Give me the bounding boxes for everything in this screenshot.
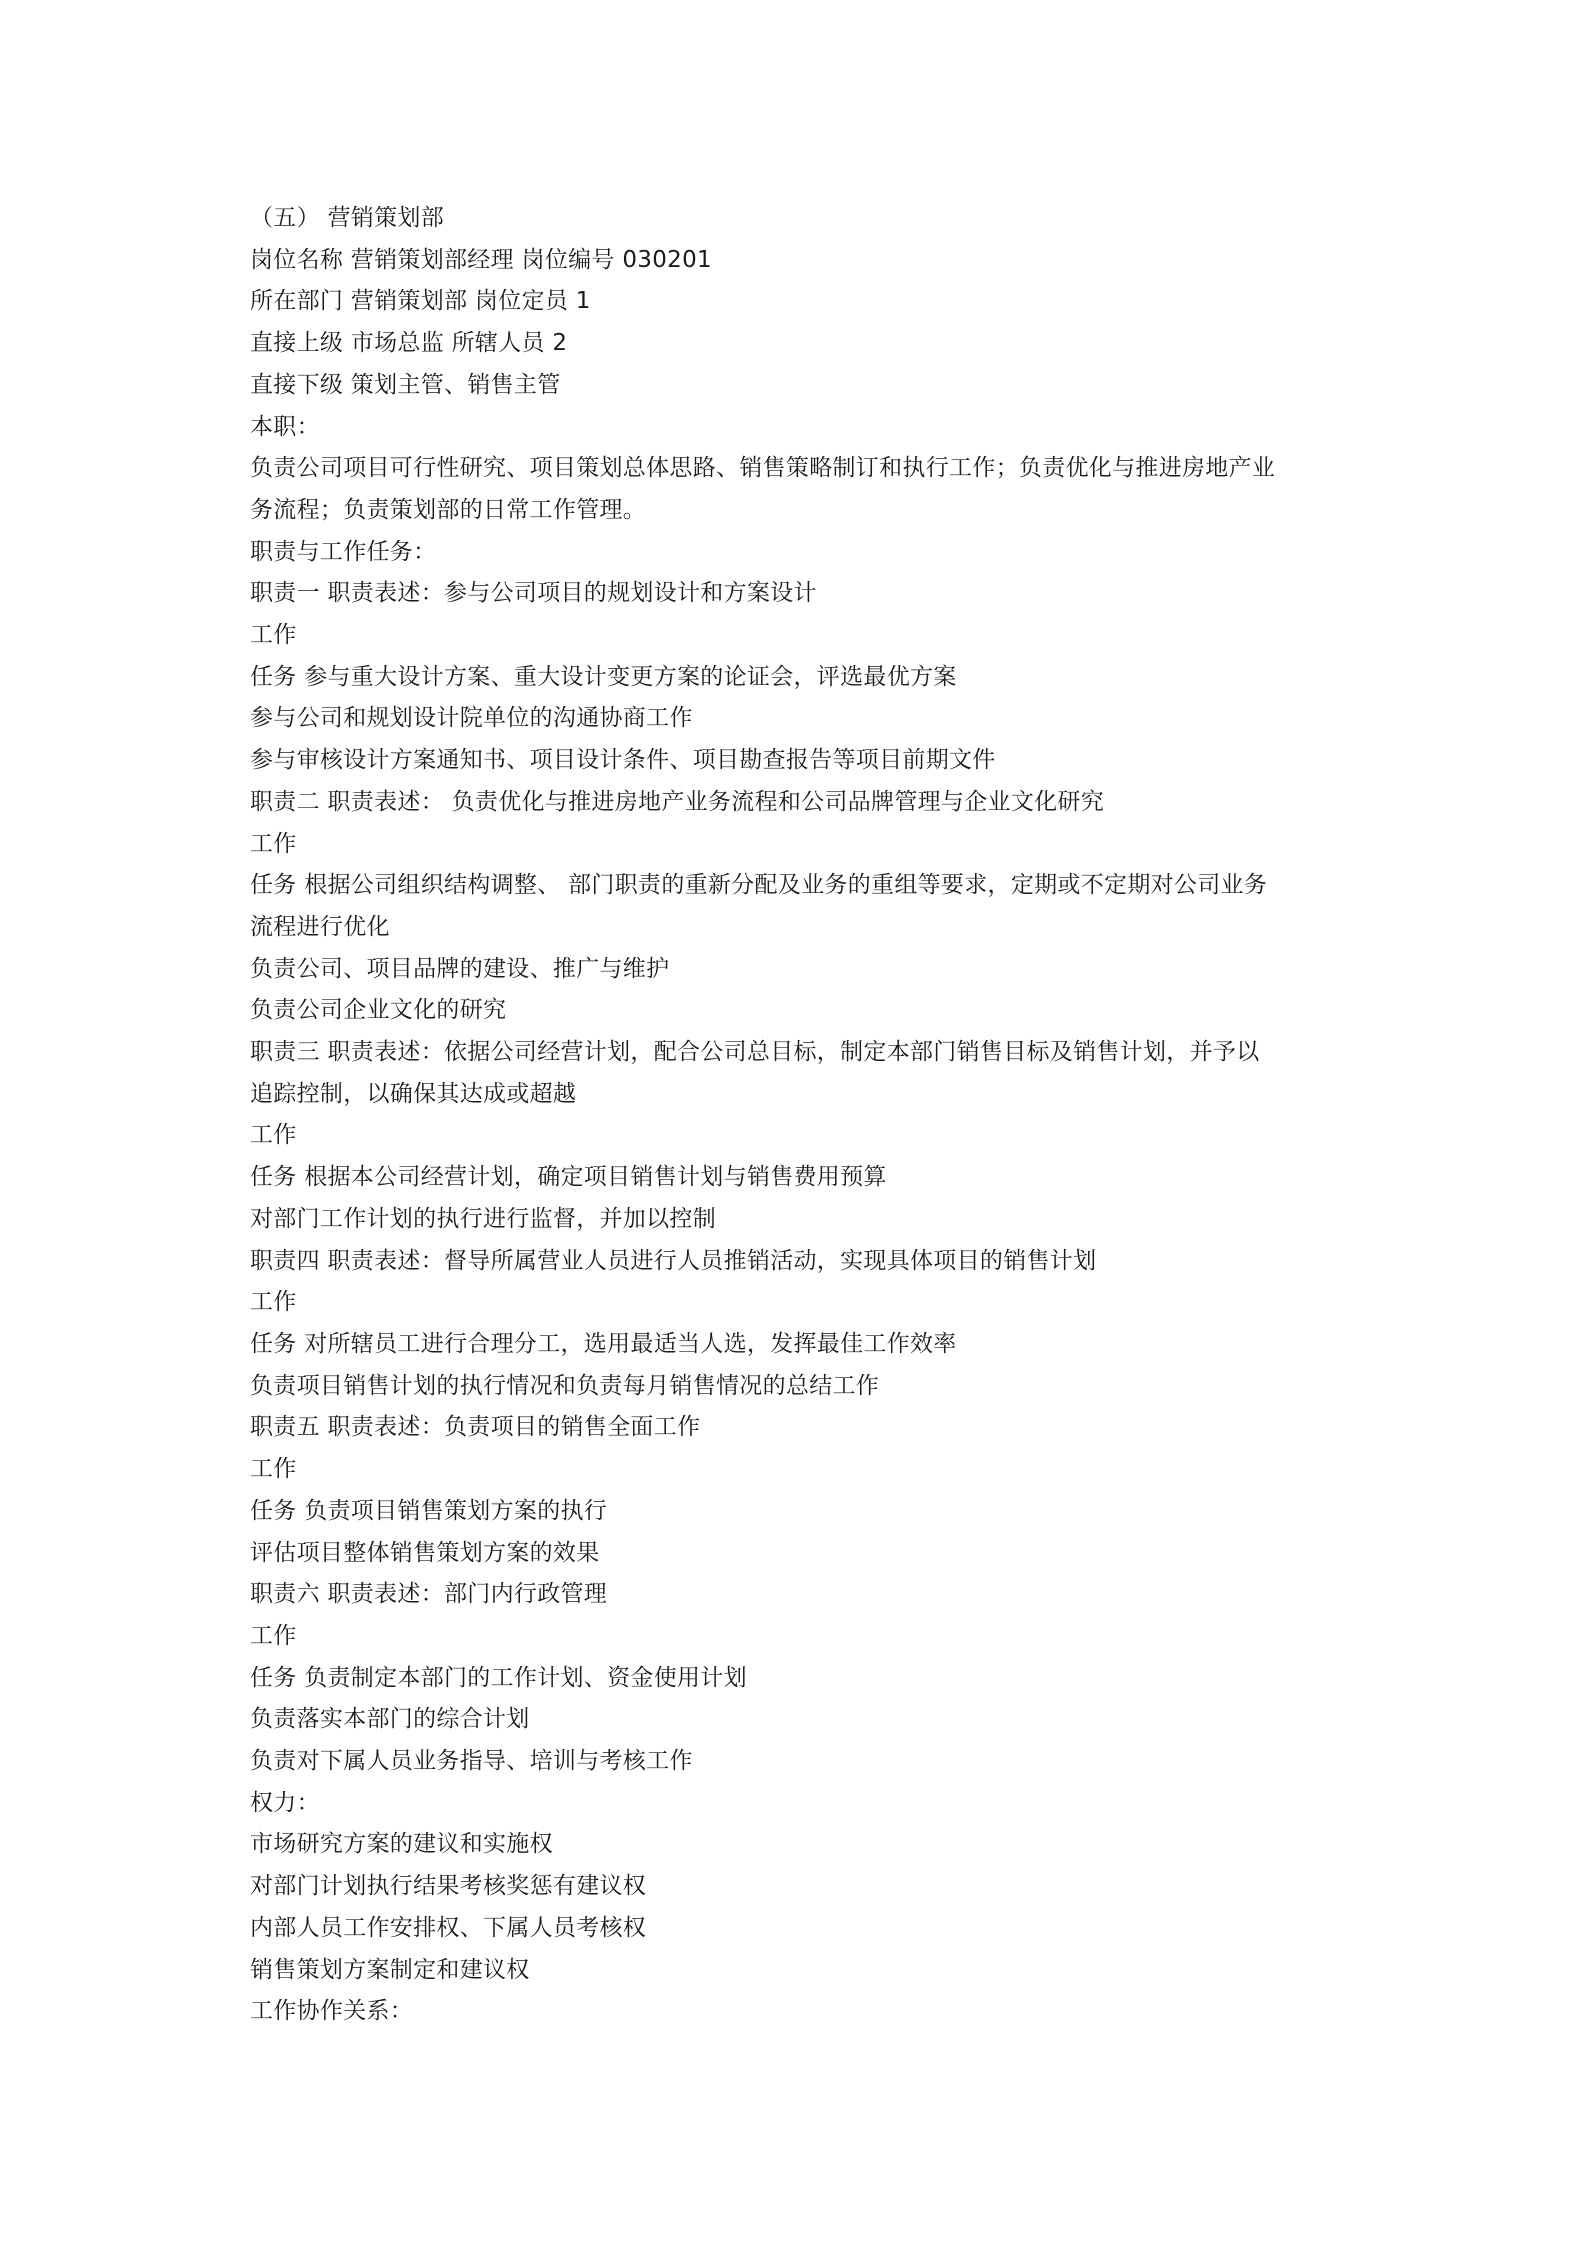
duty-2-task: 负责公司、项目品牌的建设、推广与维护 bbox=[250, 955, 670, 982]
duty-3-heading: 追踪控制，以确保其达成或超越 bbox=[250, 1080, 577, 1107]
document-body bbox=[250, 198, 1360, 2033]
primary-duty-text: 负责公司项目可行性研究、项目策划总体思路、销售策略制订和执行工作；负责优化与推进房地产业 bbox=[250, 455, 1276, 482]
duty-1-task: 参与审核设计方案通知书、项目设计条件、项目勘查报告等项目前期文件 bbox=[250, 747, 996, 774]
primary-duty-heading: 本职： bbox=[250, 413, 320, 440]
work-label: 工作 bbox=[250, 1122, 297, 1149]
duty-2-task: 负责公司企业文化的研究 bbox=[250, 997, 507, 1024]
duty-3-task: 任务 根据本公司经营计划，确定项目销售计划与销售费用预算 bbox=[250, 1164, 887, 1191]
duty-5-task: 任务 负责项目销售策划方案的执行 bbox=[250, 1497, 608, 1524]
duty-4-heading: 职责四 职责表述：督导所属营业人员进行人员推销活动，实现具体项目的销售计划 bbox=[250, 1247, 1097, 1274]
primary-duty-text: 务流程；负责策划部的日常工作管理。 bbox=[250, 496, 647, 523]
duty-5-heading: 职责五 职责表述：负责项目的销售全面工作 bbox=[250, 1414, 701, 1441]
duty-1-heading: 职责一 职责表述：参与公司项目的规划设计和方案设计 bbox=[250, 580, 817, 607]
duty-4-task: 负责项目销售计划的执行情况和负责每月销售情况的总结工作 bbox=[250, 1372, 880, 1399]
authority-item: 对部门计划执行结果考核奖惩有建议权 bbox=[250, 1873, 647, 1900]
collaboration-heading: 工作协作关系： bbox=[250, 1998, 414, 2025]
work-label: 工作 bbox=[250, 1289, 297, 1316]
duty-1-task: 任务 参与重大设计方案、重大设计变更方案的论证会，评选最优方案 bbox=[250, 663, 957, 690]
duty-5-task: 评估项目整体销售策划方案的效果 bbox=[250, 1539, 600, 1566]
position-name-row: 岗位名称 营销策划部经理 岗位编号 030201 bbox=[250, 246, 712, 273]
duty-6-task: 负责对下属人员业务指导、培训与考核工作 bbox=[250, 1748, 693, 1775]
duty-3-heading: 职责三 职责表述：依据公司经营计划，配合公司总目标，制定本部门销售目标及销售计划，并予以 bbox=[250, 1039, 1260, 1066]
authority-heading: 权力： bbox=[250, 1789, 320, 1816]
work-label: 工作 bbox=[250, 830, 297, 857]
duty-6-task: 任务 负责制定本部门的工作计划、资金使用计划 bbox=[250, 1664, 747, 1691]
duty-6-heading: 职责六 职责表述：部门内行政管理 bbox=[250, 1581, 608, 1608]
section-heading: （五） 营销策划部 bbox=[250, 205, 445, 231]
duty-6-task: 负责落实本部门的综合计划 bbox=[250, 1706, 530, 1733]
duty-2-task: 流程进行优化 bbox=[250, 913, 390, 940]
duty-3-task: 对部门工作计划的执行进行监督，并加以控制 bbox=[250, 1205, 716, 1232]
work-label: 工作 bbox=[250, 1456, 297, 1483]
work-label: 工作 bbox=[250, 622, 297, 649]
duty-4-task: 任务 对所辖员工进行合理分工，选用最适当人选，发挥最佳工作效率 bbox=[250, 1330, 957, 1357]
work-label: 工作 bbox=[250, 1622, 297, 1649]
direct-superior-row: 直接上级 市场总监 所辖人员 2 bbox=[250, 330, 568, 357]
duty-2-task: 任务 根据公司组织结构调整、 部门职责的重新分配及业务的重组等要求，定期或不定期对公司业务 bbox=[250, 872, 1268, 899]
authority-item: 内部人员工作安排权、下属人员考核权 bbox=[250, 1914, 647, 1941]
authority-item: 市场研究方案的建议和实施权 bbox=[250, 1831, 553, 1858]
duties-heading: 职责与工作任务： bbox=[250, 538, 437, 565]
authority-item: 销售策划方案制定和建议权 bbox=[250, 1956, 530, 1983]
department-row: 所在部门 营销策划部 岗位定员 1 bbox=[250, 288, 591, 315]
direct-subordinate-row: 直接下级 策划主管、销售主管 bbox=[250, 371, 561, 398]
duty-1-task: 参与公司和规划设计院单位的沟通协商工作 bbox=[250, 705, 693, 732]
duty-2-heading: 职责二 职责表述： 负责优化与推进房地产业务流程和公司品牌管理与企业文化研究 bbox=[250, 788, 1105, 815]
